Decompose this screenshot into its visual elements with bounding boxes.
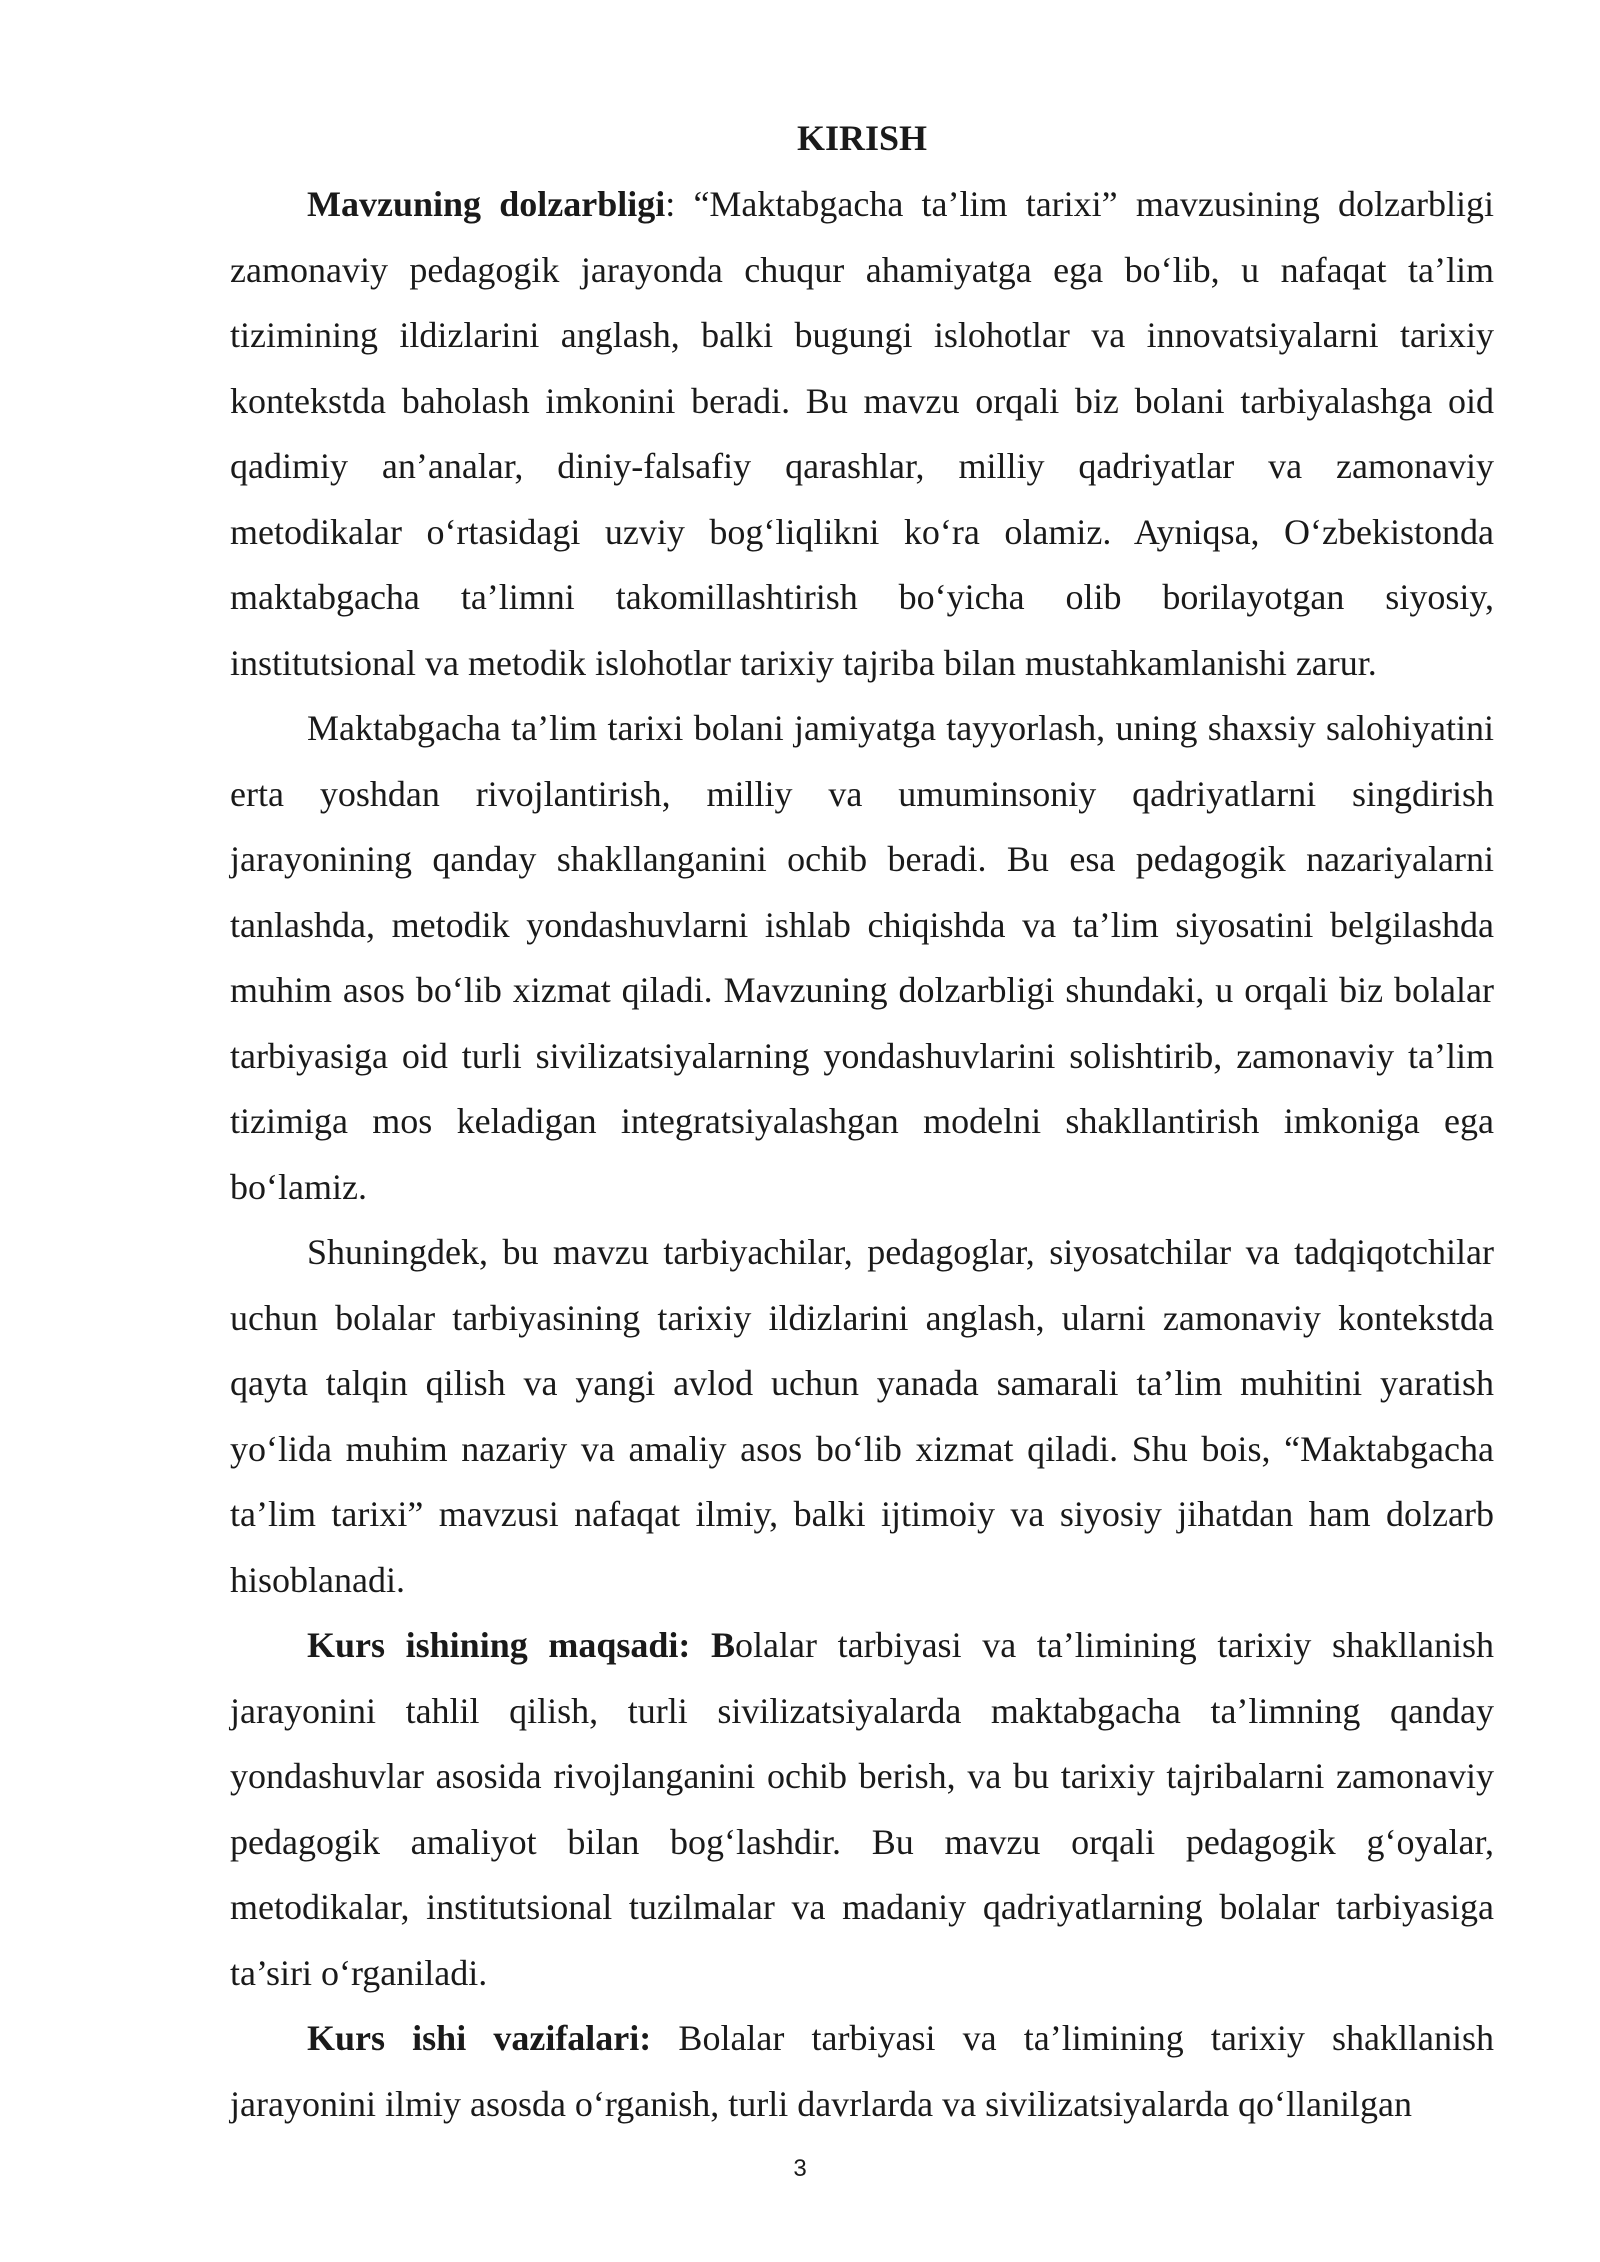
- paragraph-history: [230, 696, 1494, 1220]
- paragraph-text: Bolalar tarbiyasi va ta’limining tarixiy shakllanish jarayonini ilmiy asosda o‘rganish, turli davrlarda va sivilizatsiyalarda qo‘llanilgan: [230, 2018, 1494, 2124]
- paragraph-text: olalar tarbiyasi va ta’limining tarixiy shakllanish jarayonini tahlil qilish, turli sivilizatsiyalarda maktabgacha ta’limning qanday yondashuvlar asosida rivojlanganini ochib berish, va bu tarixiy tajribalarni zamonaviy pedagogik amaliyot bilan bog‘lashdir. Bu mavzu orqali pedagogik g‘oyalar, metodikalar, institutsional tuzilmalar va madaniy qadriyatlarning bolalar tarbiyasiga ta’siri o‘rganiladi.: [230, 1625, 1494, 1993]
- paragraph-text: Shuningdek, bu mavzu tarbiyachilar, pedagoglar, siyosatchilar va tadqiqotchilar uchun bolalar tarbiyasining tarixiy ildizlarini anglash, ularni zamonaviy kontekstda qayta talqin qilish va yangi avlod uchun yanada samarali ta’lim muhitini yaratish yo‘lida muhim nazariy va amaliy asos bo‘lib xizmat qiladi. Shu bois, “Maktabgacha ta’lim tarixi” mavzusi nafaqat ilmiy, balki ijtimoiy va siyosiy jihatdan ham dolzarb hisoblanadi.: [230, 1232, 1494, 1600]
- paragraph-significance: [230, 1220, 1494, 1613]
- section-heading: KIRISH: [796, 118, 928, 158]
- paragraph-lead: Kurs ishining maqsadi: B: [307, 1625, 736, 1665]
- paragraph-text: : “Maktabgacha ta’lim tarixi” mavzusining dolzarbligi zamonaviy pedagogik jarayonda chuqur ahamiyatga ega bo‘lib, u nafaqat ta’lim tizimining ildizlarini anglash, balki bugungi islohotlar va innovatsiyalarni tarixiy kontekstda baholash imkonini beradi. Bu mavzu orqali biz bolani tarbiyalashga oid qadimiy an’analar, diniy-falsafiy qarashlar, milliy qadriyatlar va zamonaviy metodikalar o‘rtasidagi uzviy bog‘liqlikni ko‘ra olamiz. Ayniqsa, O‘zbekistonda maktabgacha ta’limni takomillashtirish bo‘yicha olib borilayotgan siyosiy, institutsional va metodik islohotlar tarixiy tajriba bilan mustahkamlanishi zarur.: [230, 184, 1494, 683]
- page-content: [230, 108, 1494, 2137]
- paragraph-goal: [230, 1613, 1494, 2006]
- paragraph-lead: Kurs ishi vazifalari:: [307, 2018, 652, 2058]
- paragraph-lead: Mavzuning dolzarbligi: [307, 184, 666, 224]
- paragraph-text: Maktabgacha ta’lim tarixi bolani jamiyatga tayyorlash, uning shaxsiy salohiyatini erta yoshdan rivojlantirish, milliy va umuminsoniy qadriyatlarni singdirish jarayonining qanday shakllanganini ochib beradi. Bu esa pedagogik nazariyalarni tanlashda, metodik yondashuvlarni ishlab chiqishda va ta’lim siyosatini belgilashda muhim asos bo‘lib xizmat qiladi. Mavzuning dolzarbligi shundaki, u orqali biz bolalar tarbiyasiga oid turli sivilizatsiyalarning yondashuvlarini solishtirib, zamonaviy ta’lim tizimiga mos keladigan integratsiyalashgan modelni shakllantirish imkoniga ega bo‘lamiz.: [230, 708, 1494, 1207]
- paragraph-relevance: [230, 172, 1494, 696]
- page-number: 3: [793, 2155, 807, 2182]
- paragraph-tasks: [230, 2006, 1494, 2137]
